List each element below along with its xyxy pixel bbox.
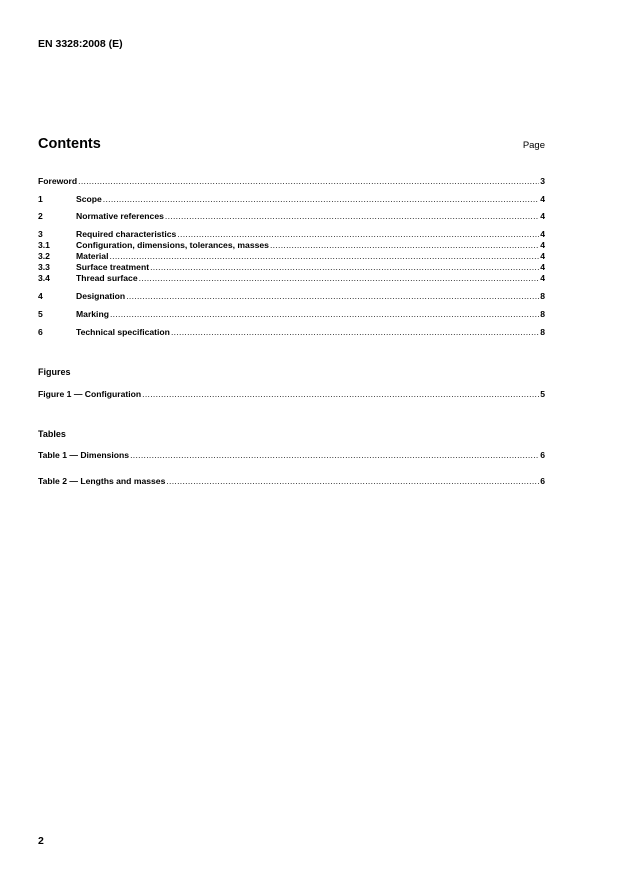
toc-entry-title: Table 1 — Dimensions <box>38 450 130 460</box>
toc-entry-title: Marking <box>76 309 109 319</box>
toc-entry-title: Scope <box>76 194 102 204</box>
toc-entry-page: 4 <box>540 251 545 261</box>
toc-entry-title: Material <box>76 251 109 261</box>
toc-entry-title: Surface treatment <box>76 262 150 272</box>
toc-entry-title: Required characteristics <box>76 229 177 239</box>
toc-entry-page: 4 <box>540 194 545 204</box>
toc-entry-page: 5 <box>540 389 545 399</box>
toc-leader <box>78 176 539 187</box>
toc-leader <box>139 273 540 284</box>
toc-entry-title: Configuration, dimensions, tolerances, masses <box>76 240 269 250</box>
toc-entry-title: Table 2 — Lengths and masses <box>38 476 166 486</box>
toc-leader <box>126 291 539 302</box>
toc-entry-page: 4 <box>540 211 545 221</box>
toc-entry-number: 5 <box>38 309 43 319</box>
toc-entry-title: Thread surface <box>76 273 138 283</box>
toc-entry-number: 1 <box>38 194 43 204</box>
page-column-label: Page <box>522 140 545 151</box>
page-number: 2 <box>38 835 44 847</box>
table-entry-dimensions[interactable] <box>38 450 545 461</box>
document-header: EN 3328:2008 (E) <box>38 38 123 50</box>
toc-entry-number: 3.4 <box>38 273 50 283</box>
toc-leader <box>110 309 539 320</box>
toc-entry-foreword[interactable] <box>38 176 545 187</box>
toc-leader <box>166 476 539 487</box>
toc-entry-technical-specification[interactable] <box>38 327 545 338</box>
toc-entry-page: 3 <box>540 176 545 186</box>
tables-heading: Tables <box>38 429 66 439</box>
toc-entry-number: 6 <box>38 327 43 337</box>
figures-heading: Figures <box>38 367 71 377</box>
toc-entry-page: 6 <box>540 476 545 486</box>
toc-entry-title: Normative references <box>76 211 164 221</box>
toc-entry-page: 4 <box>540 273 545 283</box>
toc-entry-title: Technical specification <box>76 327 170 337</box>
toc-entry-title: Designation <box>76 291 126 301</box>
toc-entry-marking[interactable] <box>38 309 545 320</box>
toc-entry-required-characteristics[interactable] <box>38 229 545 240</box>
toc-entry-page: 6 <box>540 450 545 460</box>
toc-entry-title: Foreword <box>38 176 78 186</box>
toc-leader <box>150 262 539 273</box>
toc-entry-material[interactable] <box>38 251 545 262</box>
toc-entry-number: 3.1 <box>38 240 50 250</box>
toc-leader <box>130 450 539 461</box>
toc-leader <box>165 211 539 222</box>
toc-leader <box>103 194 539 205</box>
toc-leader <box>142 389 539 400</box>
toc-entry-configuration[interactable] <box>38 240 545 251</box>
toc-entry-title: Figure 1 — Configuration <box>38 389 142 399</box>
toc-entry-normative-references[interactable] <box>38 211 545 222</box>
toc-entry-scope[interactable] <box>38 194 545 205</box>
toc-entry-page: 8 <box>540 291 545 301</box>
toc-leader <box>177 229 539 240</box>
toc-entry-designation[interactable] <box>38 291 545 302</box>
toc-leader <box>109 251 539 262</box>
toc-entry-thread-surface[interactable] <box>38 273 545 284</box>
contents-title: Contents <box>38 136 101 152</box>
toc-entry-number: 3 <box>38 229 43 239</box>
toc-entry-page: 4 <box>540 262 545 272</box>
figure-entry-configuration[interactable] <box>38 389 545 400</box>
toc-entry-number: 3.3 <box>38 262 50 272</box>
toc-entry-page: 4 <box>540 229 545 239</box>
toc-entry-number: 4 <box>38 291 43 301</box>
toc-entry-surface-treatment[interactable] <box>38 262 545 273</box>
toc-entry-page: 4 <box>540 240 545 250</box>
toc-leader <box>270 240 539 251</box>
toc-entry-page: 8 <box>540 327 545 337</box>
toc-entry-page: 8 <box>540 309 545 319</box>
table-entry-lengths-and-masses[interactable] <box>38 476 545 487</box>
toc-leader <box>171 327 539 338</box>
toc-entry-number: 2 <box>38 211 43 221</box>
toc-entry-number: 3.2 <box>38 251 50 261</box>
